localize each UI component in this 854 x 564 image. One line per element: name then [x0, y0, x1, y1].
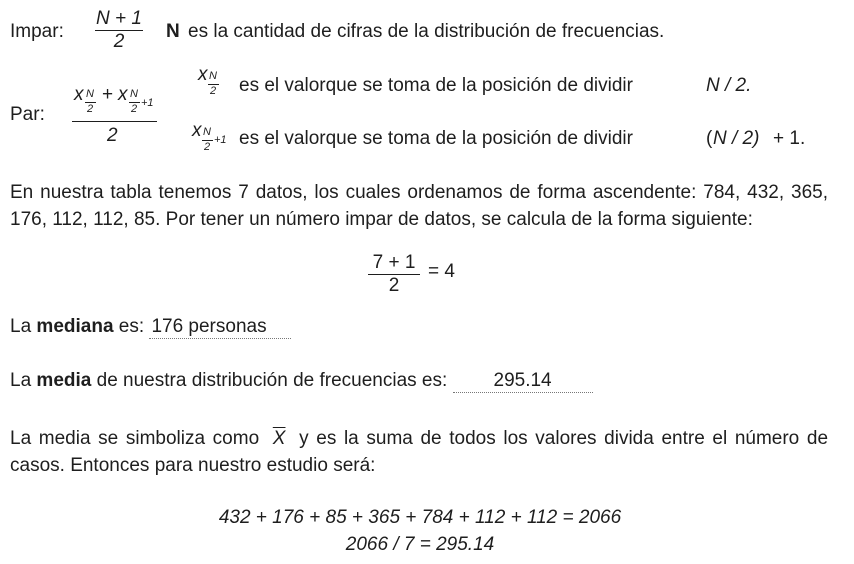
def2-sub-2: 2	[204, 141, 211, 153]
division-equation: 2066 / 7 = 295.14	[345, 534, 495, 555]
mean-pre: La	[10, 370, 32, 391]
mean-value: 295.14	[453, 370, 593, 393]
mean-bold: media	[36, 370, 92, 391]
odd-fraction	[95, 8, 143, 53]
odd-description: es la cantidad de cifras de la distribución de frecuencias.	[188, 21, 665, 42]
median-value: 176 personas	[149, 316, 291, 339]
mean-desc-pre: La media se simboliza como	[10, 428, 260, 449]
even-plus: +	[102, 84, 114, 105]
mean-post: de nuestra distribución de frecuencias es:	[96, 370, 448, 391]
mean-line	[10, 370, 593, 393]
median-bold: mediana	[36, 316, 114, 337]
mean-desc-post: y es la suma de todos los valores divida entre el número de casos. Entonces para nuestro estudio será:	[10, 428, 829, 476]
def1-expr: N / 2.	[706, 75, 752, 96]
even-x2-sub-2: 2	[131, 103, 138, 115]
median-pre: La	[10, 316, 32, 337]
def2-open-paren: (	[706, 128, 713, 149]
median-line	[10, 316, 291, 339]
odd-denominator: 2	[113, 31, 125, 52]
calc-denominator: 2	[388, 275, 400, 296]
calc-fraction	[368, 252, 420, 297]
mean-description	[10, 425, 828, 479]
even-x1-sub-2: 2	[87, 103, 94, 115]
x-bar-symbol: $\overline{X}$	[272, 428, 286, 449]
odd-numerator: N + 1	[96, 8, 142, 29]
def2-expr: N / 2)	[713, 128, 760, 149]
intro-paragraph: En nuestra tabla tenemos 7 datos, los cuales ordenamos de forma ascendente: 784, 432, 365, 176, 112, 112, 85. Por tener un número impar de datos, se calcula de la forma siguiente:	[10, 182, 828, 230]
median-post: es:	[118, 316, 145, 337]
even-label: Par:	[10, 104, 45, 125]
n-bold: N	[166, 21, 180, 42]
sum-equation: 432 + 176 + 85 + 365 + 784 + 112 + 112 = 2066	[218, 507, 622, 528]
even-x2: x	[118, 84, 128, 105]
def1-sub-n: N	[209, 70, 217, 82]
def2-sub-n: N	[203, 126, 211, 138]
even-x2-sub-plus1: +1	[141, 97, 154, 109]
def2-tail: + 1.	[773, 128, 806, 149]
def1-text: es el valorque se toma de la posición de dividir	[239, 75, 633, 96]
even-x1: x	[74, 84, 84, 105]
def1-sub-2: 2	[210, 85, 217, 97]
even-denominator: 2	[107, 125, 118, 146]
even-x2-sub-n: N	[130, 88, 138, 100]
calc-numerator: 7 + 1	[372, 252, 416, 273]
even-x1-sub-n: N	[86, 88, 94, 100]
def2-x: x	[192, 120, 202, 141]
even-fraction-bar	[72, 121, 157, 122]
def1-x: x	[198, 64, 208, 85]
odd-label: Impar:	[10, 21, 64, 42]
def2-text: es el valorque se toma de la posición de dividir	[239, 128, 633, 149]
calc-result: = 4	[428, 261, 455, 282]
def2-sub-plus1: +1	[214, 134, 227, 146]
